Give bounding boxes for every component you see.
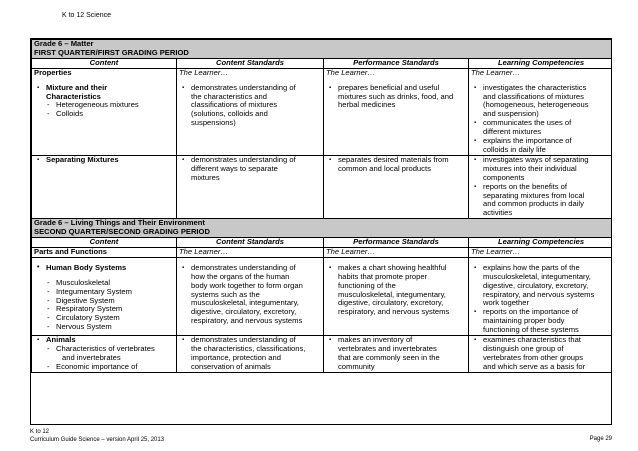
bullet-icon: ▪	[474, 156, 477, 163]
bullet-icon: ▪	[474, 309, 477, 316]
list-item: - Heterogeneous mixtures	[47, 100, 139, 110]
bullet-icon: ▪	[474, 84, 477, 91]
s2r2-content: ▪ Animals - Characteristics of vertebrates and invertebrates - Economic importance of	[32, 336, 177, 373]
list-item: - Characteristics of vertebrates and invertebrates	[47, 344, 155, 362]
list-item: ▪ demonstrates understanding of how the organs of the human body work together to form organ systems such as the musculoskeletal, integumentary, digestive, circulatory, excretory, respiratory, and nervous systems	[182, 262, 303, 326]
curriculum-table-frame	[30, 38, 612, 425]
s2r2-competencies	[469, 336, 613, 373]
s1r2-content: ▪ Separating Mixtures	[32, 155, 177, 218]
list-item: - Nervous System	[47, 322, 112, 332]
col-performance-header: Performance Standards	[324, 58, 469, 68]
learner-label: The Learner…	[324, 247, 469, 257]
s2r1-content: • Human Body Systems - Musculoskeletal - Integumentary System - Digestive System - Respiratory System - Circulatory System - Nervous System	[32, 257, 177, 335]
list-item: - Musculoskeletal	[47, 277, 111, 287]
list-item: ▪ examines characteristics that distinguish one group of vertebrates from other groups and which serve as a basis for	[474, 335, 586, 371]
page-footer	[30, 428, 164, 444]
col-content-header: Content	[32, 238, 177, 248]
footer-line1: K to 12	[30, 429, 50, 435]
s2r1-performance	[324, 257, 469, 335]
section1-column-headers	[32, 58, 613, 68]
running-header: K to 12 Science	[62, 12, 112, 19]
s2r2-standards	[177, 336, 324, 373]
bullet-icon: ▪	[37, 156, 40, 163]
s2-topic: Parts and Functions	[32, 247, 177, 257]
section1-quarter: FIRST QUARTER/FIRST GRADING PERIOD	[34, 47, 189, 57]
col-standards-header: Content Standards	[177, 238, 324, 248]
s1r2-competencies	[469, 155, 613, 218]
bullet-icon: ▪	[37, 84, 40, 91]
section2-row2	[32, 336, 613, 373]
s1r1-competencies: The Learner… ▪ investigates the characteristics and classifications of mixtures (homogeneous, heterogeneous and suspension) ▪ communicates the uses of different mixtures ▪ explains the importance of colloids in daily life	[469, 68, 613, 155]
list-item: ▪ makes an inventory of vertebrates and invertebrates that are commonly seen in the community	[329, 335, 440, 371]
section1-band	[32, 40, 613, 59]
list-item: ▪ prepares beneficial and useful mixtures such as drinks, food, and herbal medicines	[329, 82, 454, 110]
col-content-header: Content	[32, 58, 177, 68]
s1r1-performance: The Learner… ▪ prepares beneficial and useful mixtures such as drinks, food, and herbal medicines	[324, 68, 469, 155]
bullet-icon: ▪	[474, 337, 477, 344]
list-item: ▪ demonstrates understanding of different ways to separate mixtures	[182, 154, 296, 182]
section2-row1	[32, 257, 613, 335]
section2-column-headers	[32, 238, 613, 248]
list-item: ▪ investigates the characteristics and classifications of mixtures (homogeneous, heterogeneous and suspension)	[474, 82, 589, 119]
s2r2-performance	[324, 336, 469, 373]
section2-band	[32, 219, 613, 238]
s1r1-standards: The Learner… ▪ demonstrates understanding of the characteristics and classifications of mixtures (solutions, colloids and suspensions)	[177, 68, 324, 155]
section1-row1	[32, 68, 613, 155]
list-item: ▪ makes a chart showing healthful habits that promote proper functioning of the musculoskeletal, integumentary, digestive, circulatory, excretory, respiratory, and nervous systems	[329, 262, 450, 317]
s1r2-performance	[324, 155, 469, 218]
bullet-icon: ▪	[37, 337, 40, 344]
col-competencies-header: Learning Competencies	[469, 238, 613, 248]
col-performance-header: Performance Standards	[324, 238, 469, 248]
section2-quarter: SECOND QUARTER/SECOND GRADING PERIOD	[34, 227, 210, 237]
list-item: ▪ demonstrates understanding of the characteristics, classifications, importance, protection and conservation of animals	[182, 335, 306, 371]
list-item: ▪ investigates ways of separating mixtures into their individual components	[474, 154, 589, 182]
list-item: - Colloids	[47, 109, 84, 119]
section2-topic-row	[32, 247, 613, 257]
bullet-icon: ▪	[474, 120, 477, 127]
s1r2-standards	[177, 155, 324, 218]
list-item: - Digestive System	[47, 295, 115, 305]
list-item: ▪ separates desired materials from common and local products	[329, 154, 449, 173]
curriculum-table	[31, 39, 612, 373]
col-competencies-header: Learning Competencies	[469, 58, 613, 68]
list-item: ▪ reports on the importance of maintaining proper body functioning of these systems	[474, 307, 579, 335]
bullet-icon: ▪	[329, 264, 332, 271]
bullet-icon: ▪	[329, 156, 332, 163]
learner-label: The Learner…	[469, 247, 613, 257]
list-item: - Integumentary System	[47, 286, 132, 296]
bullet-icon: ▪	[182, 337, 185, 344]
list-item: - Economic importance of	[47, 361, 138, 371]
s1-topic: Properties	[34, 67, 72, 77]
list-item: ▪ explains how the parts of the musculoskeletal, integumentary, digestive, circulatory, excretory, respiratory, and nervous systems work together	[474, 262, 595, 308]
bullet-icon: ▪	[182, 156, 185, 163]
bullet-icon: ▪	[329, 337, 332, 344]
bullet-icon: ▪	[329, 84, 332, 91]
learner-label: The Learner…	[177, 247, 324, 257]
col-standards-header: Content Standards	[177, 58, 324, 68]
bullet-icon: ▪	[474, 264, 477, 271]
bullet-icon: •	[37, 263, 40, 271]
s2r1-competencies	[469, 257, 613, 335]
s1r1-content: Properties ▪ Mixture and their Characteristics - Heterogeneous mixtures - Colloids	[32, 68, 177, 155]
bullet-icon: ▪	[474, 183, 477, 190]
bullet-icon: ▪	[182, 84, 185, 91]
section1-row2	[32, 155, 613, 218]
list-item: - Circulatory System	[47, 313, 120, 323]
footer-line2: Curriculum Guide Science – version April 25, 2013	[30, 437, 165, 443]
section2-title: Grade 6 – Living Things and Their Environment	[34, 218, 205, 228]
page-number: Page 29	[589, 436, 612, 442]
list-item: - Respiratory System	[47, 304, 123, 314]
bullet-icon: ▪	[182, 264, 185, 271]
bullet-icon: ▪	[474, 138, 477, 145]
list-item: ▪ reports on the benefits of separating mixtures from local and common products in daily activities	[474, 181, 585, 218]
list-item: ▪ demonstrates understanding of the characteristics and classifications of mixtures (solutions, colloids and suspensions)	[182, 82, 296, 128]
s2r1-standards	[177, 257, 324, 335]
list-item: ▪ communicates the uses of different mixtures	[474, 118, 572, 137]
list-item: ▪ explains the importance of colloids in daily life	[474, 136, 572, 154]
section1-title: Grade 6 – Matter	[34, 39, 94, 48]
